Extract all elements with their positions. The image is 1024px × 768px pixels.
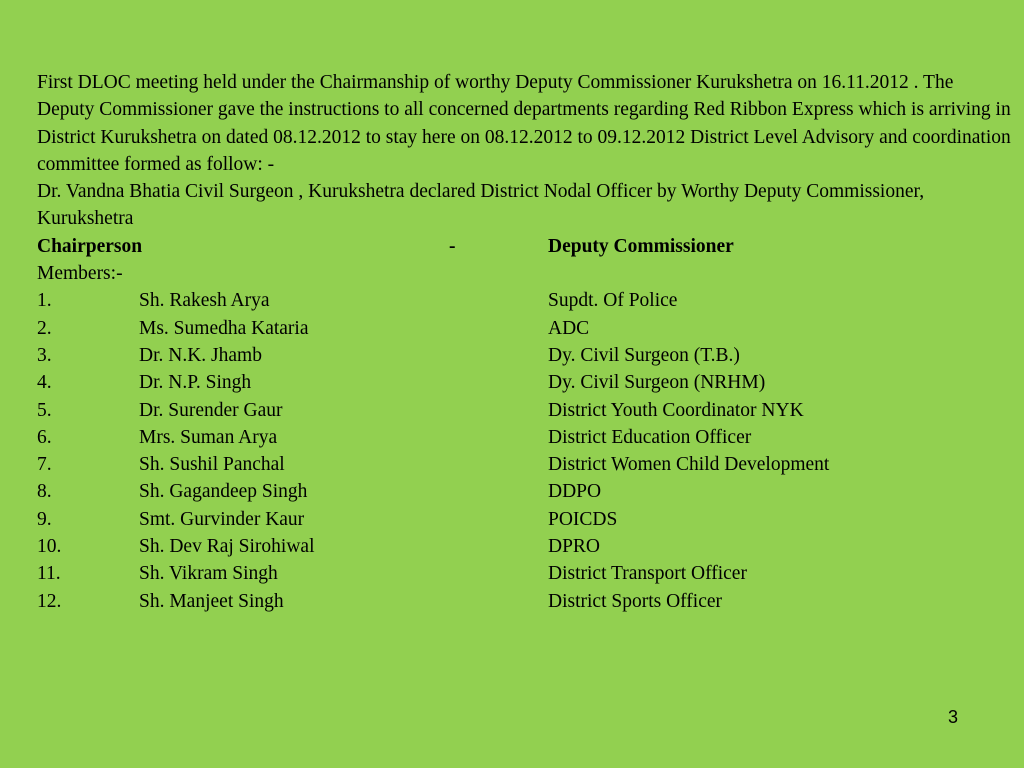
member-row (37, 588, 1012, 615)
member-role: District Education Officer (548, 426, 752, 448)
member-number: 12. (37, 590, 62, 612)
member-name: Smt. Gurvinder Kaur (139, 508, 305, 530)
members-heading: Members:- (37, 263, 123, 285)
member-name: Dr. N.K. Jhamb (139, 344, 262, 366)
member-number: 2. (37, 317, 52, 339)
member-role: DDPO (548, 481, 602, 503)
page-number: 3 (948, 707, 959, 727)
member-role: Dy. Civil Surgeon (T.B.) (548, 344, 740, 366)
member-row (37, 424, 1012, 451)
chairperson-label: Chairperson (37, 235, 143, 257)
member-row (37, 315, 1012, 342)
member-number: 7. (37, 454, 52, 476)
member-role: District Women Child Development (548, 454, 830, 476)
member-role: District Transport Officer (548, 563, 747, 585)
intro-paragraph-meeting: First DLOC meeting held under the Chairmanship of worthy Deputy Commissioner Kurukshetra on 16.11.2012 . The Deputy Commissioner gave the instructions to all concerned departments regarding Red Ribbon Express which is arriving in District Kurukshetra on dated 08.12.2012 to stay here on 08.12.2012 to 09.12.2012 District Level Advisory and coordination committee formed as follow: - (37, 72, 1011, 175)
members-list (37, 287, 1012, 615)
member-role: Dy. Civil Surgeon (NRHM) (548, 372, 766, 394)
member-row (37, 342, 1012, 369)
slide-content (37, 69, 1012, 615)
member-role: District Sports Officer (548, 590, 723, 612)
member-row (37, 560, 1012, 587)
member-role: DPRO (548, 536, 601, 558)
member-number: 9. (37, 508, 52, 530)
member-number: 4. (37, 372, 52, 394)
member-number: 3. (37, 344, 52, 366)
intro-text (37, 69, 1012, 233)
member-role: POICDS (548, 508, 618, 530)
member-name: Mrs. Suman Arya (139, 426, 278, 448)
chairperson-dash: - (449, 235, 456, 257)
member-name: Sh. Sushil Panchal (139, 454, 285, 476)
chairperson-row (37, 233, 1012, 260)
member-number: 8. (37, 481, 52, 503)
member-row (37, 533, 1012, 560)
member-number: 6. (37, 426, 52, 448)
member-row (37, 369, 1012, 396)
member-number: 5. (37, 399, 52, 421)
member-role: ADC (548, 317, 590, 339)
member-number: 1. (37, 290, 52, 312)
member-number: 11. (37, 563, 61, 585)
member-name: Sh. Vikram Singh (139, 563, 278, 585)
member-row (37, 506, 1012, 533)
member-name: Sh. Dev Raj Sirohiwal (139, 536, 315, 558)
member-row (37, 478, 1012, 505)
member-name: Dr. N.P. Singh (139, 372, 252, 394)
member-name: Sh. Rakesh Arya (139, 290, 270, 312)
member-name: Dr. Surender Gaur (139, 399, 283, 421)
member-row (37, 451, 1012, 478)
member-number: 10. (37, 536, 62, 558)
chairperson-value: Deputy Commissioner (548, 235, 734, 257)
member-role: Supdt. Of Police (548, 290, 678, 312)
member-role: District Youth Coordinator NYK (548, 399, 804, 421)
intro-paragraph-nodal-officer: Dr. Vandna Bhatia Civil Surgeon , Kurukshetra declared District Nodal Officer by Worthy Deputy Commissioner, Kurukshetra (37, 181, 925, 230)
member-name: Sh. Manjeet Singh (139, 590, 284, 612)
member-name: Sh. Gagandeep Singh (139, 481, 308, 503)
member-name: Ms. Sumedha Kataria (139, 317, 309, 339)
member-row (37, 287, 1012, 314)
members-heading-row (37, 260, 1012, 287)
member-row (37, 397, 1012, 424)
